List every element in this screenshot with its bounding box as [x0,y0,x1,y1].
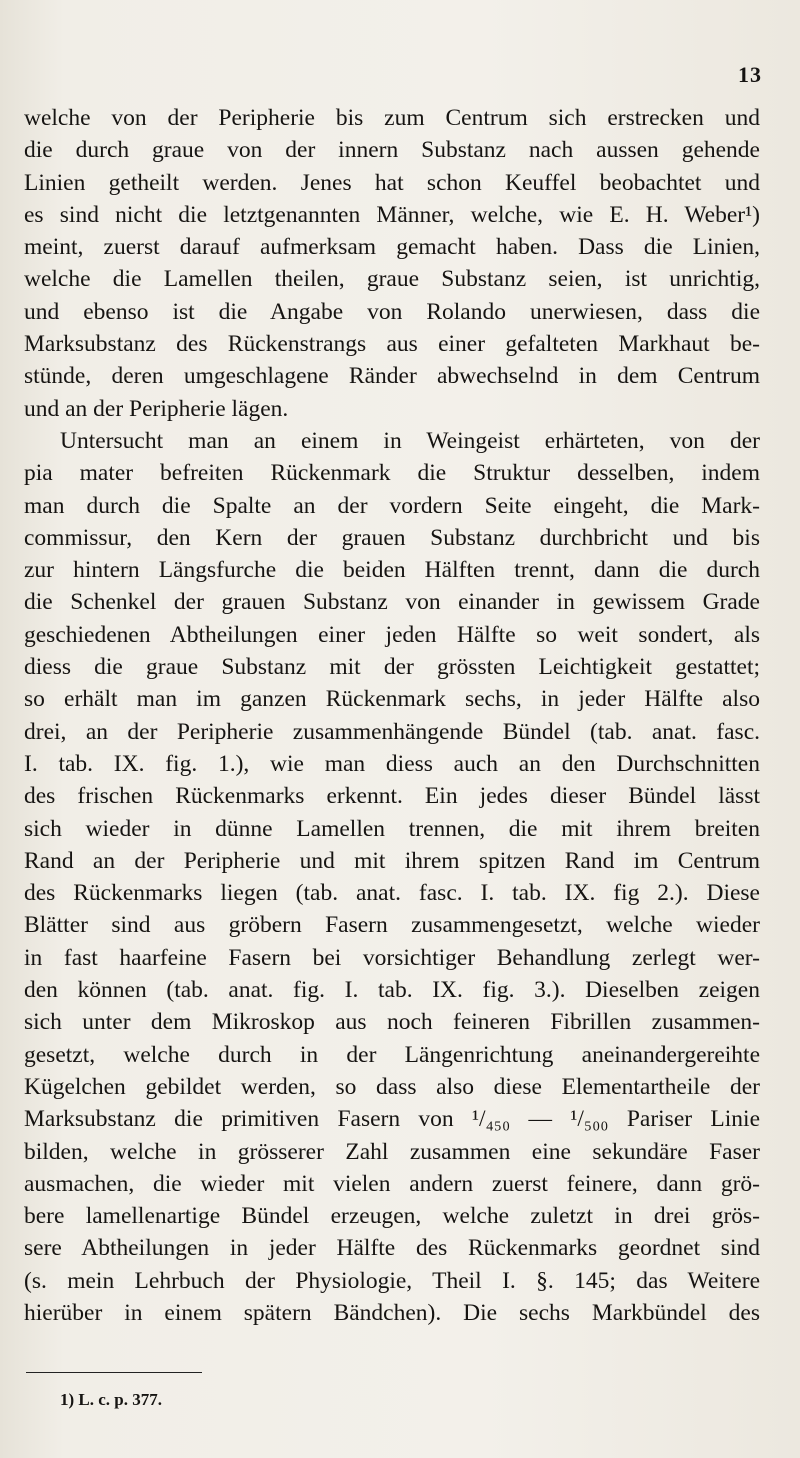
text-line: Marksubstanz des Rückenstrangs aus einer gefalteten Markhaut be- [24,331,760,358]
text-line: pia mater befreiten Rückenmark die Struktur desselben, indem [24,460,760,487]
text-line: welche die Lamellen theilen, graue Substanz seien, ist unrichtig, [24,266,760,293]
text-line: diess die graue Substanz mit der grössten Leichtigkeit gestattet; [24,654,760,681]
text-line: hierüber in einem spätern Bändchen). Die sechs Markbündel des [24,1299,760,1326]
text-line: so erhält man im ganzen Rückenmark sechs, in jeder Hälfte also [24,686,760,713]
text-line: sich unter dem Mikroskop aus noch feineren Fibrillen zusammen- [24,1009,760,1036]
text-line: bilden, welche in grösserer Zahl zusammen eine sekundäre Faser [24,1138,760,1165]
footnote: 1) L. c. p. 377. [60,1390,162,1409]
text-line: die Schenkel der grauen Substanz von einander in gewissem Grade [24,589,760,616]
body-text [24,102,760,1329]
text-line: Untersucht man an einem in Weingeist erhärteten, von der [60,427,760,454]
text-line: geschiedenen Abtheilungen einer jeden Hälfte so weit sondert, als [24,621,760,648]
text-line: drei, an der Peripherie zusammenhängende Bündel (tab. anat. fasc. [24,718,760,745]
text-line: des Rückenmarks liegen (tab. anat. fasc. I. tab. IX. fig 2.). Diese [24,880,760,907]
text-line: die durch graue von der innern Substanz nach aussen gehende [24,137,760,164]
text-line: den können (tab. anat. fig. I. tab. IX. fig. 3.). Dieselben zeigen [24,977,760,1004]
text-line: (s. mein Lehrbuch der Physiologie, Theil I. §. 145; das Weitere [24,1267,760,1294]
text-line: ausmachen, die wieder mit vielen andern zuerst feinere, dann grö- [24,1170,760,1197]
text-line: des frischen Rückenmarks erkennt. Ein jedes dieser Bündel lässt [24,783,760,810]
text-line: stünde, deren umgeschlagene Ränder abwechselnd in dem Centrum [24,363,760,390]
text-line: und an der Peripherie lägen. [24,395,289,422]
footnote-rule [26,1372,202,1373]
text-line: Marksubstanz die primitiven Fasern von ¹/₄₅₀ — ¹/₅₀₀ Pariser Linie [24,1106,760,1133]
text-line: meint, zuerst darauf aufmerksam gemacht haben. Dass die Linien, [24,234,760,261]
text-line: bere lamellenartige Bündel erzeugen, welche zuletzt in drei grös- [24,1203,760,1230]
text-line: Blätter sind aus gröbern Fasern zusammengesetzt, welche wieder [24,912,760,939]
text-line: Linien getheilt werden. Jenes hat schon Keuffel beobachtet und [24,169,760,196]
text-line: commissur, den Kern der grauen Substanz durchbricht und bis [24,524,760,551]
text-line: es sind nicht die letztgenannten Männer, welche, wie E. H. Weber¹) [24,201,760,228]
text-line: Kügelchen gebildet werden, so dass also diese Elementartheile der [24,1073,760,1100]
page-number: 13 [738,62,762,87]
text-line: sich wieder in dünne Lamellen trennen, die mit ihrem breiten [24,815,760,842]
text-line: gesetzt, welche durch in der Längenrichtung aneinandergereihte [24,1041,760,1068]
text-line: und ebenso ist die Angabe von Rolando unerwiesen, dass die [24,298,760,325]
text-line: welche von der Peripherie bis zum Centrum sich erstrecken und [24,105,760,131]
text-line: zur hintern Längsfurche die beiden Hälften trennt, dann die durch [24,557,760,584]
text-line: in fast haarfeine Fasern bei vorsichtiger Behandlung zerlegt wer- [24,944,760,971]
text-line: sere Abtheilungen in jeder Hälfte des Rückenmarks geordnet sind [24,1235,760,1262]
text-line: Rand an der Peripherie und mit ihrem spitzen Rand im Centrum [24,847,760,874]
text-line: I. tab. IX. fig. 1.), wie man diess auch an den Durchschnitten [24,750,760,777]
text-line: man durch die Spalte an der vordern Seite eingeht, die Mark- [24,492,760,519]
